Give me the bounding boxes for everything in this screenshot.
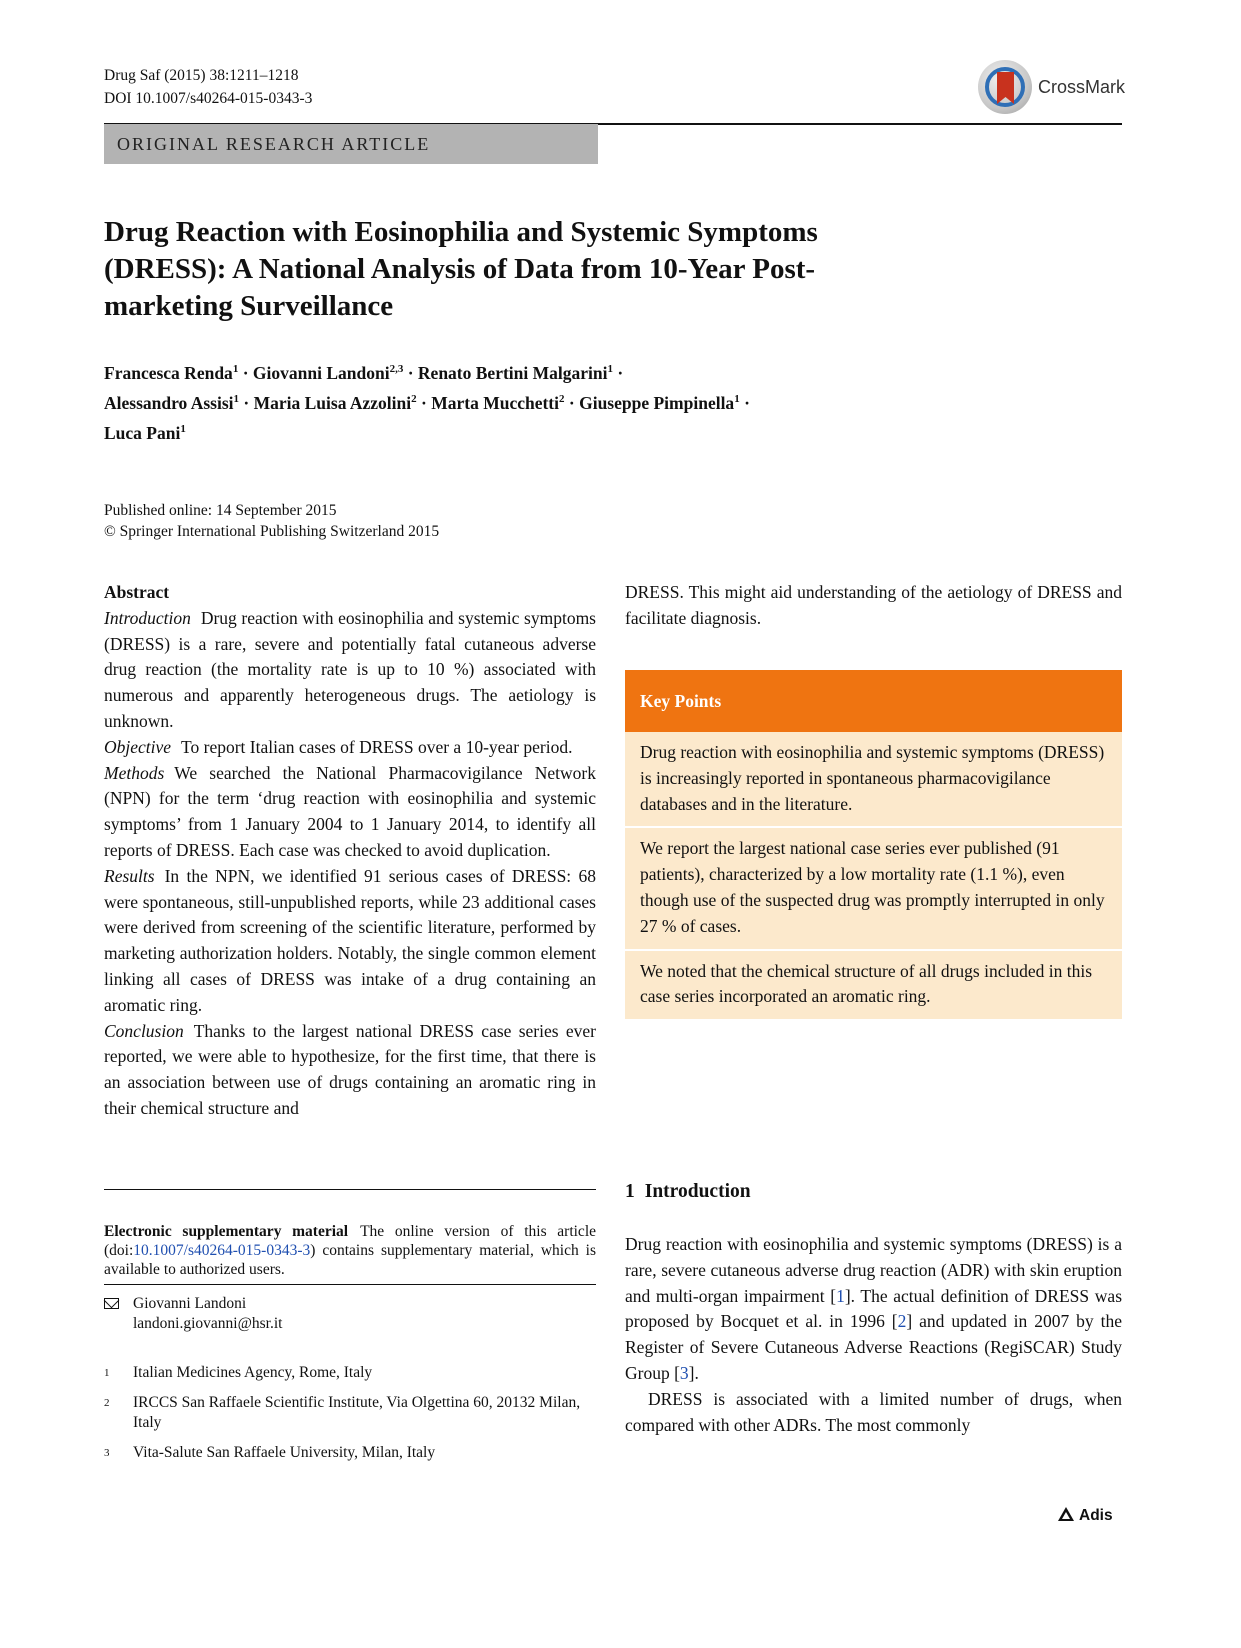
title-line: (DRESS): A National Analysis of Data from 10-Year Post-	[104, 253, 816, 285]
author-separator: ·	[243, 392, 250, 413]
author-separator: ·	[744, 392, 750, 413]
section-label: Objective	[104, 736, 172, 757]
author-affiliation: 1	[607, 363, 613, 375]
key-points-heading: Key Points	[625, 670, 1122, 732]
abstract-heading: Abstract	[104, 582, 170, 602]
journal-doi: DOI 10.1007/s40264-015-0343-3	[104, 90, 313, 107]
author-line	[104, 356, 1004, 386]
affiliation-number: 3	[104, 1447, 110, 1459]
affiliation-text: Italian Medicines Agency, Rome, Italy	[133, 1364, 373, 1381]
crossmark-label: CrossMark	[1038, 77, 1126, 97]
affiliation-text: Vita-Salute San Raffaele University, Milan, Italy	[133, 1444, 436, 1461]
footnote-rule	[104, 1189, 596, 1190]
abstract-introduction	[104, 606, 596, 735]
author-separator: ·	[407, 362, 414, 383]
abstract-methods	[104, 761, 596, 864]
journal-header	[104, 64, 312, 110]
author-separator: ·	[420, 392, 427, 413]
abstract-results	[104, 864, 596, 1019]
author-name[interactable]: Giovanni Landoni	[252, 362, 390, 383]
affiliation-number: 1	[104, 1367, 110, 1379]
paragraph-text: ] and updated in 2007 by the Register of Severe Cutaneous Adverse Reactions (RegiSCAR) Study Group [	[625, 1311, 1122, 1383]
section-label: Results	[104, 865, 155, 886]
article-title	[104, 214, 1004, 325]
author-name[interactable]: Francesca Renda	[104, 362, 233, 383]
paragraph: DRESS is associated with a limited number of drugs, when compared with other ADRs. The most commonly	[625, 1388, 1122, 1435]
author-name[interactable]: Renato Bertini Malgarini	[417, 362, 608, 383]
esm-doi-link[interactable]: 10.1007/s40264-015-0343-3	[133, 1242, 311, 1259]
contact-email[interactable]: landoni.giovanni@hsr.it	[133, 1315, 283, 1332]
abstract-text: In the NPN, we identified 91 serious cases of DRESS: 68 were spontaneous, still-unpublished reports, while 23 additional cases were derived from screening of the scientific literature, performed by marketing authorization holders. Notably, the single common element linking all cases of DRESS was intake of a drug containing an aromatic ring.	[104, 865, 596, 1015]
abstract-text: We searched the National Pharmacovigilance Network (NPN) for the term ‘drug reaction with eosinophilia and systemic symptoms’ from 1 January 2004 to 1 January 2014, to identify all reports of DRESS. Each case was checked to avoid duplication.	[104, 762, 596, 860]
publisher-name: Adis	[1079, 1507, 1113, 1524]
abstract-text: Thanks to the largest national DRESS case series ever reported, we were able to hypothesize, for the first time, that there is an association between use of drugs containing an aromatic ring in their chemical structure and	[104, 1020, 596, 1118]
author-affiliation: 1	[734, 392, 740, 405]
contact-name: Giovanni Landoni	[133, 1295, 247, 1312]
paragraph	[625, 1232, 1122, 1387]
abstract-conclusion-continued: DRESS. This might aid understanding of the aetiology of DRESS and facilitate diagnosis.	[625, 582, 1122, 628]
affiliation	[104, 1363, 596, 1383]
adis-logo-icon	[1058, 1507, 1074, 1521]
crossmark-icon	[978, 60, 1032, 114]
paragraph-text: ].	[688, 1362, 699, 1383]
author-separator: ·	[617, 362, 624, 383]
introduction-body	[625, 1232, 1122, 1438]
affiliation-number: 2	[104, 1397, 110, 1409]
article-type-banner: ORIGINAL RESEARCH ARTICLE	[104, 124, 598, 164]
author-affiliation: 1	[233, 392, 240, 405]
supplementary-note	[104, 1222, 596, 1279]
author-affiliation: 1	[232, 363, 239, 375]
key-point-item: We report the largest national case series ever published (91 patients), characterized by a low mortality rate (1.1 %), even though use of the suspected drug was promptly interrupted in only 27 % of cases.	[625, 828, 1122, 950]
author-separator: ·	[242, 362, 249, 383]
author-separator: ·	[568, 392, 575, 413]
affiliation	[104, 1393, 596, 1433]
corresponding-author	[104, 1294, 596, 1334]
reference-link[interactable]: 2	[897, 1311, 907, 1332]
abstract	[104, 580, 596, 1122]
author-name[interactable]: Alessandro Assisi	[104, 392, 234, 413]
section-label: Methods	[104, 762, 165, 783]
section-number: 1	[625, 1181, 635, 1202]
abstract-text: Drug reaction with eosinophilia and systemic symptoms (DRESS) is a rare, severe and potentially fatal cutaneous adverse drug reaction (the mortality rate is up to 10 %) associated with numerous and apparently heterogeneous drugs. The aetiology is unknown.	[104, 607, 596, 731]
affiliation	[104, 1443, 596, 1463]
key-points-box	[625, 670, 1122, 1019]
section-title: Introduction	[644, 1181, 751, 1202]
published-online: Published online: 14 September 2015	[104, 502, 337, 519]
esm-label: Electronic supplementary material	[104, 1223, 349, 1240]
author-line	[104, 416, 1004, 446]
author-affiliation: 2	[559, 392, 565, 405]
crossmark-badge[interactable]	[978, 60, 1138, 120]
section-heading	[625, 1181, 761, 1203]
author-affiliation: 2	[411, 392, 417, 405]
title-line: Drug Reaction with Eosinophilia and Systemic Symptoms	[104, 216, 818, 248]
footnote-rule	[104, 1284, 596, 1285]
abstract-objective	[104, 735, 596, 761]
title-line: marketing Surveillance	[104, 290, 394, 322]
author-name[interactable]: Giuseppe Pimpinella	[579, 392, 735, 413]
author-line	[104, 386, 1004, 416]
author-name[interactable]: Maria Luisa Azzolini	[253, 392, 412, 413]
journal-citation: Drug Saf (2015) 38:1211–1218	[104, 67, 299, 84]
paragraph-text: ]. The actual definition of DRESS was proposed by Bocquet et al. in 1996 [	[625, 1285, 1122, 1332]
key-point-item: Drug reaction with eosinophilia and systemic symptoms (DRESS) is increasingly reported in spontaneous pharmacovigilance databases and in the literature.	[625, 732, 1122, 828]
envelope-icon	[104, 1298, 119, 1309]
reference-link[interactable]: 1	[836, 1285, 845, 1306]
abstract-text: To report Italian cases of DRESS over a 10-year period.	[181, 736, 573, 757]
section-label: Conclusion	[104, 1020, 184, 1041]
author-name[interactable]: Luca Pani	[104, 422, 181, 443]
author-affiliation: 2,3	[389, 363, 404, 375]
key-point-item: We noted that the chemical structure of all drugs included in this case series incorporated an aromatic ring.	[625, 951, 1122, 1020]
esm-text: The online version of this article (doi:	[104, 1223, 597, 1259]
esm-text: ) contains supplementary material, which is available to authorized users.	[104, 1242, 596, 1278]
affiliation-text: IRCCS San Raffaele Scientific Institute, Via Olgettina 60, 20132 Milan, Italy	[133, 1394, 581, 1431]
publisher-logo	[1058, 1506, 1113, 1525]
abstract-conclusion	[104, 1019, 596, 1122]
section-label: Introduction	[104, 607, 191, 628]
author-name[interactable]: Marta Mucchetti	[431, 392, 559, 413]
reference-link[interactable]: 3	[679, 1362, 689, 1383]
author-affiliation: 1	[180, 422, 186, 435]
author-list	[104, 356, 1004, 445]
paragraph-text: Drug reaction with eosinophilia and systemic symptoms (DRESS) is a rare, severe cutaneous adverse drug reaction (ADR) with skin eruption and multi-organ impairment [	[625, 1234, 1122, 1306]
copyright: © Springer International Publishing Switzerland 2015	[104, 523, 440, 540]
publication-info	[104, 500, 439, 542]
